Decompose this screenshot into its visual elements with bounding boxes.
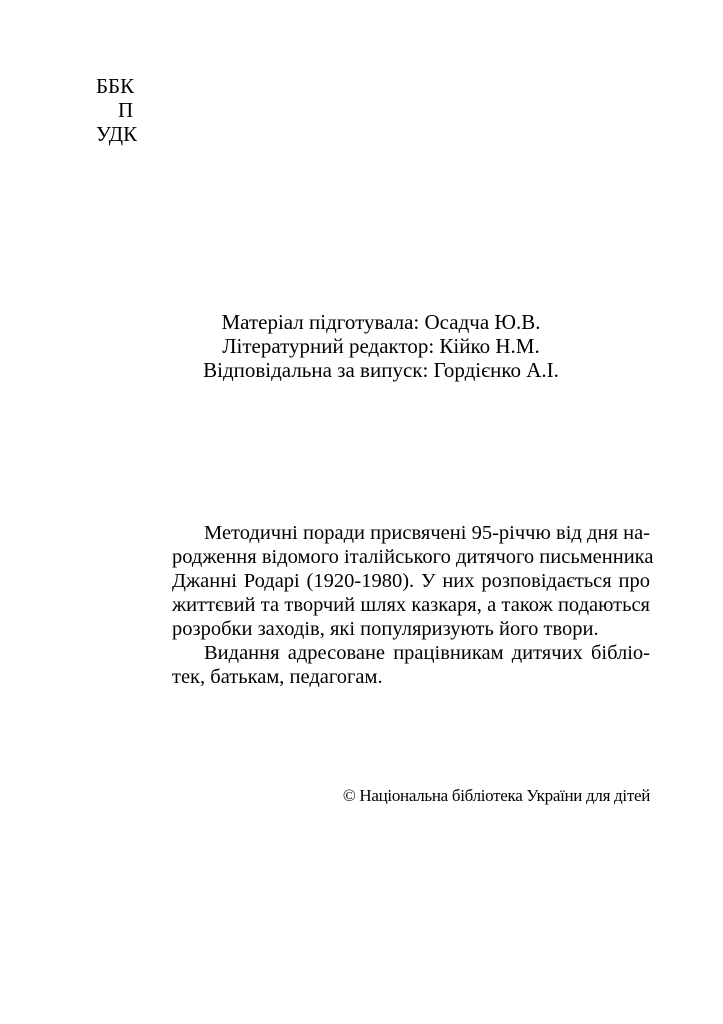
credits-block [172, 310, 590, 382]
classification-codes [96, 74, 137, 146]
responsible-editor: Відповідальна за випуск: Гордієнко А.І. [203, 358, 559, 382]
abstract-line: Видання адресоване працівникам дитячих бібліо- [204, 642, 650, 664]
author-mark-label: П [118, 98, 134, 122]
udk-label: УДК [96, 122, 138, 146]
abstract-line: родження відомого італійського дитячого письменника [172, 546, 654, 568]
abstract-line: тек, батькам, педагогам. [172, 666, 383, 688]
abstract-line: розробки заходів, які популяризують його твори. [172, 618, 599, 640]
prepared-by: Матеріал підготувала: Осадча Ю.В. [221, 310, 541, 334]
bbk-label: ББК [96, 74, 135, 98]
abstract-line: Джанні Родарі (1920-1980). У них розповідається про [172, 570, 650, 592]
literary-editor: Літературний редактор: Кійко Н.М. [222, 334, 540, 358]
abstract-line: Методичні поради присвячені 95-річчю від дня на- [204, 522, 650, 544]
copyright-notice: © Національна бібліотека України для дітей [342, 786, 650, 805]
abstract-text [172, 521, 654, 689]
abstract-line: життєвий та творчий шлях казкаря, а також подаються [172, 594, 650, 616]
